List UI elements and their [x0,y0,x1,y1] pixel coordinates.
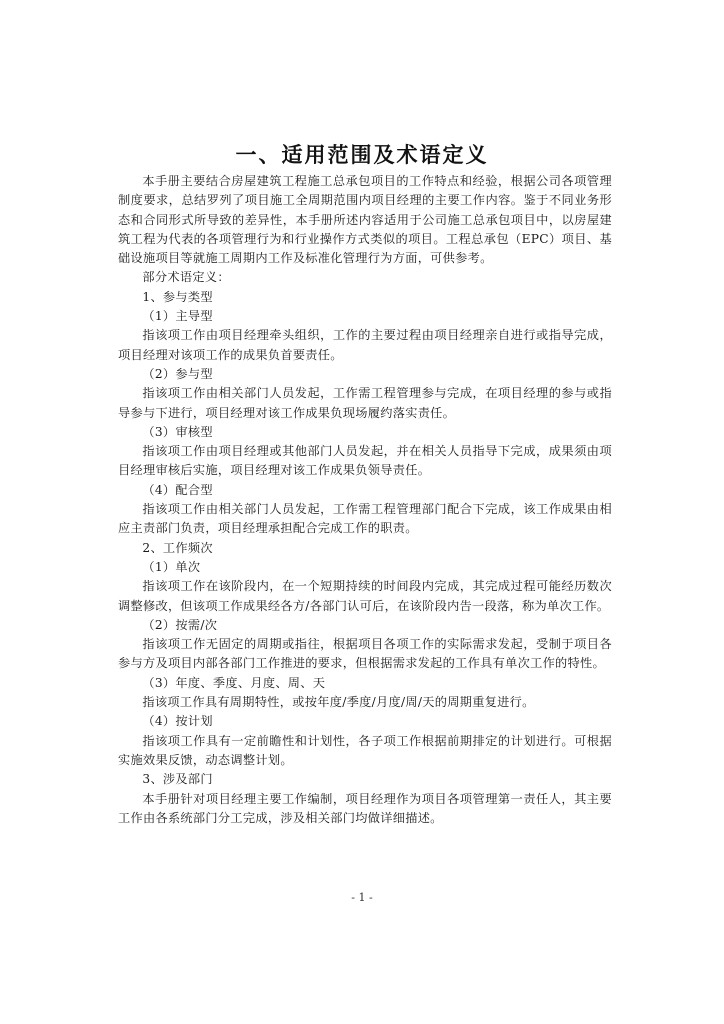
section-heading-departments: 3、涉及部门 [142,772,213,787]
subheading-cooperation-type: （4）配合型 [142,482,213,497]
subheading-planned: （4）按计划 [142,714,213,729]
subheading-leading-type: （1）主导型 [142,309,213,324]
section-heading-work-frequency: 2、工作频次 [142,540,213,555]
subheading-single: （1）单次 [142,559,201,574]
definition-review-type: 指该项工作由项目经理或其他部门人员发起，并在相关人员指导下完成，成果须由项目经理审核后实施，项目经理对该工作成果负领导责任。 [118,444,612,478]
definition-cooperation-type: 指该项工作由相关部门人员发起，工作需工程管理部门配合下完成，该工作成果由相应主责部门负责，项目经理承担配合完成工作的职责。 [118,502,612,536]
subheading-participating-type: （2）参与型 [142,366,213,381]
definition-single: 指该项工作在该阶段内，在一个短期持续的时间段内完成，其完成过程可能经历数次调整修改，但该项工作成果经各方/各部门认可后，在该阶段内告一段落，称为单次工作。 [118,579,612,613]
subheading-on-demand: （2）按需/次 [142,617,218,632]
section-heading-participation-type: 1、参与类型 [142,289,213,304]
definition-periodic: 指该项工作具有周期特性，或按年度/季度/月度/周/天的周期重复进行。 [142,695,535,710]
definition-participating-type: 指该项工作由相关部门人员发起，工作需工程管理参与完成，在项目经理的参与或指导参与下进行，项目经理对该工作成果负现场履约落实责任。 [118,386,612,420]
definition-leading-type: 指该项工作由项目经理牵头组织，工作的主要过程由项目经理亲自进行或指导完成，项目经理对该项工作的成果负首要责任。 [118,328,612,362]
terms-heading: 部分术语定义： [142,270,230,285]
definition-departments: 本手册针对项目经理主要工作编制，项目经理作为项目各项管理第一责任人，其主要工作由各系统部门分工完成，涉及相关部门均做详细描述。 [118,791,612,825]
definition-planned: 指该项工作具有一定前瞻性和计划性，各子项工作根据前期排定的计划进行。可根据实施效果反馈，动态调整计划。 [118,733,612,767]
subheading-periodic: （3）年度、季度、月度、周、天 [142,675,326,690]
page-number: - 1 - [351,891,373,904]
body-text [118,172,612,828]
page-title: 一、适用范围及术语定义 [235,143,489,167]
intro-paragraph: 本手册主要结合房屋建筑工程施工总承包项目的工作特点和经验，根据公司各项管理制度要求，总结罗列了项目施工全周期范围内项目经理的主要工作内容。鉴于不同业务形态和合同形式所导致的差异性，本手册所述内容适用于公司施工总承包项目中，以房屋建筑工程为代表的各项管理行为和行业操作方式类似的项目。工程总承包（EPC）项目、基础设施项目等就施工周期内工作及标准化管理行为方面，可供参考。 [118,174,612,266]
subheading-review-type: （3）审核型 [142,424,213,439]
definition-on-demand: 指该项工作无固定的周期或指往，根据项目各项工作的实际需求发起，受制于项目各参与方及项目内部各部门工作推进的要求，但根据需求发起的工作具有单次工作的特性。 [118,637,612,671]
